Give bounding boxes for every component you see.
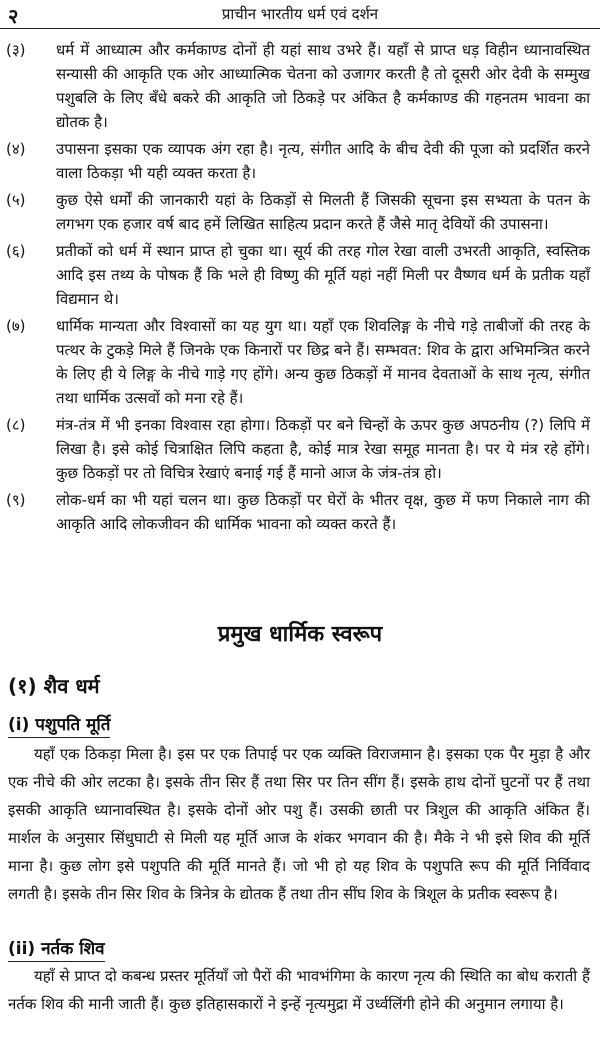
running-header [0, 0, 600, 29]
point-number: (४) [6, 140, 26, 158]
list-item [6, 488, 590, 536]
point-number: (५) [6, 191, 26, 209]
point-text: प्रतीकों को धर्म में स्थान प्राप्त हो चुका था। सूर्य की तरह गोल रेखा वाली उभरती आकृति, स्वस्तिक आदि इस तथ्य के पोषक हैं कि भले ही विष्णु की मूर्ति यहां नहीं मिली पर वैष्णव धर्म के प्रतीक यहाँ विद्यमान थे। [56, 242, 590, 308]
point-number: (९) [6, 491, 26, 509]
point-number: (८) [6, 416, 26, 434]
list-item [6, 188, 590, 236]
subsection-heading: (१) शैव धर्म [8, 674, 100, 698]
book-title: प्राचीन भारतीय धर्म एवं दर्शन [221, 5, 379, 23]
point-number: (३) [6, 41, 26, 59]
numbered-points-list [6, 38, 590, 539]
list-item [6, 239, 590, 311]
point-text: धर्म में आध्यात्म और कर्मकाण्ड दोनों ही यहां साथ उभरे हैं। यहाँ से प्राप्त धड़ विहीन ध्यानावस्थित सन्यासी की आकृति एक ओर आध्यात्मिक चेतना को उजागर करती है तो दूसरी ओर देवी के सम्मुख पशुबलि के लिए बँधे बकरे की आकृति जो ठिकड़े पर अंकित है कर्मकाण्ड की गहनतम भावना का द्योतक है। [56, 41, 590, 131]
point-text: मंत्र-तंत्र में भी इनका विश्वास रहा होगा। ठिकड़ों पर बने चिन्हों के ऊपर कुछ अपठनीय (?) लिपि में लिखा है। इसे कोई चित्राक्षित लिपि कहता है, कोई मात्र रेखा समूह मानता है। पर ये मंत्र रहे होंगे। कुछ ठिकड़ों पर तो विचित्र रेखाएं बनाई गई हैं मानो आज के जंत्र-तंत्र हो। [56, 416, 590, 482]
point-text: कुछ ऐसे धर्मों की जानकारी यहां के ठिकड़ों से मिलती हैं जिसकी सूचना इस सभ्यता के पतन के लगभग एक हजार वर्ष बाद हमें लिखित साहित्य प्रदान करते हैं जैसे मातृ देवियों की उपासना। [56, 191, 590, 233]
list-item [6, 314, 590, 410]
point-text: उपासना इसका एक व्यापक अंग रहा है। नृत्य, संगीत आदि के बीच देवी की पूजा को प्रदर्शित करने वाला ठिकड़ा भी यही व्यक्त करता है। [56, 140, 590, 182]
list-item [6, 413, 590, 485]
point-number: (६) [6, 242, 26, 260]
point-number: (७) [6, 317, 26, 335]
item-heading: (ii) नर्तक शिव [8, 936, 105, 962]
point-text: धार्मिक मान्यता और विश्वासों का यह युग था। यहाँ एक शिवलिङ्ग के नीचे गड़े ताबीजों की तरह के पत्थर के टुकड़े मिले हैं जिनके एक किनारों पर छिद्र बने हैं। सम्भवत: शिव के द्वारा अभिमन्त्रित करने के लिए ही ये लिङ्ग के नीचे गाड़े गए होंगे। अन्य कुछ ठिकड़ों में मानव देवताओं के साथ नृत्य, संगीत तथा धार्मिक उत्सवों को मना रहे हैं। [56, 317, 590, 407]
point-text: लोक-धर्म का भी यहां चलन था। कुछ ठिकड़ों पर घेरों के भीतर वृक्ष, कुछ में फण निकाले नाग की आकृति आदि लोकजीवन की धार्मिक भावना को व्यक्त करते हैं। [56, 491, 590, 533]
list-item [6, 38, 590, 134]
item-paragraph: यहाँ से प्राप्त दो कबन्ध प्रस्तर मूर्तियाँ जो पैरों की भावभंगिमा के कारण नृत्य की स्थिति का बोध कराती हैं नर्तक शिव की मानी जाती हैं। कुछ इतिहासकारों ने इन्हें नृत्यमुद्रा में उर्ध्वलिंगी होने की अनुमान लगाया है। [8, 967, 590, 1013]
section-heading: प्रमुख धार्मिक स्वरूप [217, 622, 383, 647]
item-heading: (i) पशुपति मूर्ति [8, 712, 110, 738]
list-item [6, 137, 590, 185]
page-number: २ [8, 4, 19, 28]
item-paragraph: यहाँ एक ठिकड़ा मिला है। इस पर एक तिपाई पर एक व्यक्ति विराजमान है। इसका एक पैर मुड़ा है और एक नीचे की ओर लटका है। इसके तीन सिर हैं तथा सिर पर तिन सींग हैं। इसके हाथ दोनों घुटनों पर हैं तथा इसकी आकृति ध्यानावस्थित है। इसके दोनों ओर पशु हैं। उसकी छाती पर त्रिशुल की आकृति अंकित हैं। मार्शल के अनुसार सिंधुघाटी से मिली यह मूर्ति आज के शंकर भगवान की है। मैके ने भी इसे शिव की मूर्ति माना है। कुछ लोग इसे पशुपति की मूर्ति मानते हैं। जो भी हो यह शिव के पशुपति रूप की मूर्ति निर्विवाद लगती है। इसके तीन सिर शिव के त्रिनेत्र के द्योतक हैं तथा तीन सींघ शिव के त्रिशूल के प्रतीक स्वरूप है। [8, 745, 590, 903]
